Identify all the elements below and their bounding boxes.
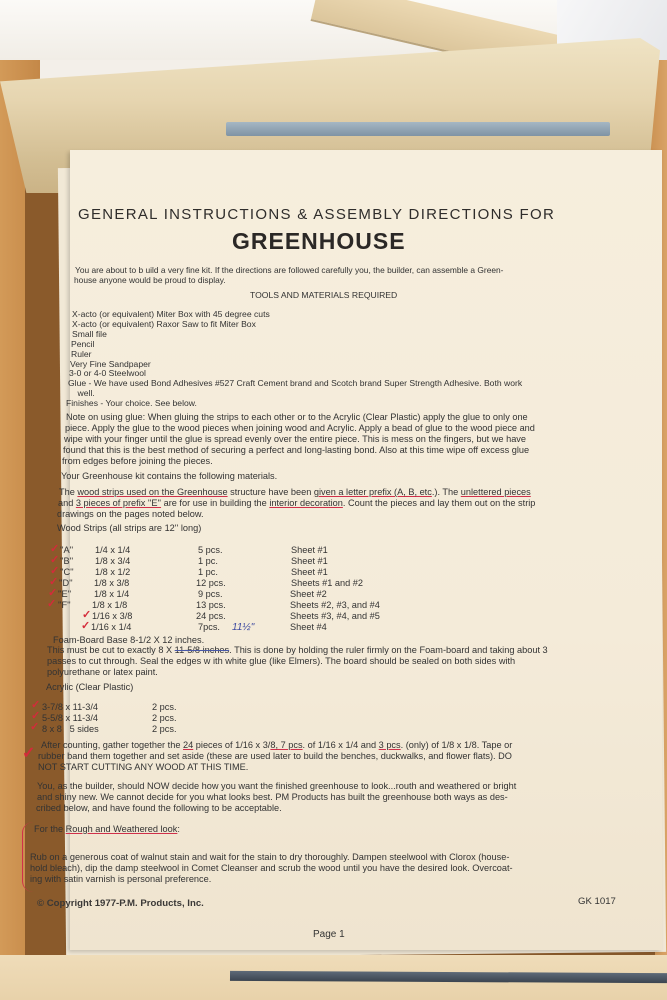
checkmark-icon: ✓: [31, 699, 41, 711]
text: . (only) of 1/8 x 1/8. Tape or: [400, 740, 513, 750]
checkmark-icon: ✓: [81, 620, 91, 632]
strip-size: 1/8 x 3/4: [95, 556, 131, 566]
foam-board-line-4: polyurethane or latex paint.: [47, 667, 158, 677]
tool-item: 3-0 or 4-0 Steelwool: [69, 368, 146, 378]
underlined-text: 24: [183, 740, 194, 750]
text: . Count the pieces and lay them out on the strip: [342, 498, 536, 508]
rough-line: hold bleach), dip the damp steelwool in Comet Cleanser and scrub the wood until you have the desired look. Overcoat-: [30, 863, 513, 873]
text: structure have been: [227, 487, 314, 497]
tools-heading: TOOLS AND MATERIALS REQUIRED: [250, 290, 398, 300]
tool-item: Small file: [72, 329, 107, 339]
underlined-text: given a letter prefix (A, B, etc: [313, 487, 432, 497]
strip-prefix: ''C'': [60, 567, 74, 577]
checkmark-icon: ✓: [22, 745, 36, 762]
acrylic-size: 8 x 8 5 sides: [42, 724, 99, 734]
tool-item: well.: [68, 388, 95, 398]
checkmark-icon: ✓: [50, 543, 60, 555]
text: .). The: [431, 487, 461, 497]
underlined-text: interior decoration: [269, 498, 343, 508]
rough-line: ing with satin varnish is personal preference.: [30, 874, 212, 884]
strip-qty: 5 pcs.: [198, 545, 223, 555]
checkmark-icon: ✓: [82, 609, 92, 621]
checkmark-icon: ✓: [50, 554, 60, 566]
strip-prefix: ''F'': [58, 600, 71, 610]
underlined-text: Rough and Weathered look: [65, 824, 178, 834]
strip-prefix: ''D'': [59, 578, 73, 588]
underlined-text: 8, 7 pcs: [270, 740, 303, 750]
strip-qty: 24 pcs.: [196, 611, 226, 621]
after-counting-line-3: NOT START CUTTING ANY WOOD AT THIS TIME.: [38, 762, 249, 772]
underlined-text: wood strips used on the Greenhouse: [77, 487, 228, 497]
checkmark-icon: ✓: [48, 587, 58, 599]
tool-item: Ruler: [71, 349, 92, 359]
text: pieces of 1/16 x 3/: [193, 740, 271, 750]
acrylic-size: 5-5/8 x 11-3/4: [42, 713, 99, 723]
text: and: [58, 498, 76, 508]
tool-item: Very Fine Sandpaper: [70, 359, 151, 369]
acrylic-qty: 2 pcs.: [152, 713, 177, 723]
wood-strips-heading: Wood Strips (all strips are 12'' long): [57, 523, 202, 533]
checkmark-icon: ✓: [30, 721, 40, 733]
after-counting-line-2: rubber band them together and set aside (these are used later to build the benches, duckwalks, and flower flats). DO: [38, 751, 512, 761]
text: The: [59, 487, 78, 497]
strip-qty: 7pcs.: [198, 622, 220, 632]
acrylic-heading: Acrylic (Clear Plastic): [46, 682, 134, 692]
strip-sheet: Sheet #1: [291, 556, 328, 566]
text: :: [177, 824, 180, 834]
acrylic-qty: 2 pcs.: [152, 724, 177, 734]
strip-qty: 9 pcs.: [198, 589, 223, 599]
struck-text: 11-5/8 inches: [174, 645, 230, 655]
strip-sheet: Sheet #4: [290, 622, 327, 632]
glue-note-line: wipe with your finger until the glue is spread evenly over the entire piece. This is mess on the fingers, but we have: [64, 434, 527, 444]
strip-qty: 1 pc.: [198, 567, 218, 577]
strip-qty: 12 pcs.: [196, 578, 226, 588]
foam-board-line-1: Foam-Board Base 8-1/2 X 12 inches.: [53, 635, 205, 645]
acrylic-size: 3-7/8 x 11-3/4: [42, 702, 99, 712]
document-heading: GENERAL INSTRUCTIONS & ASSEMBLY DIRECTIONS FOR: [78, 206, 556, 223]
text: This must be cut to exactly 8 X: [47, 645, 175, 655]
strip-prefix: ''A'': [60, 545, 74, 555]
strip-size: 1/16 x 3/8: [92, 611, 133, 621]
prefix-paragraph-line-1: [59, 487, 531, 498]
prefix-paragraph-line-2: [58, 498, 535, 509]
foam-board-line-2: [47, 645, 548, 656]
intro-line-1: You are about to b uild a very fine kit. If the directions are followed carefully you, the builder, can assemble a Green-: [75, 265, 504, 275]
checkmark-icon: ✓: [31, 710, 41, 722]
document-title: GREENHOUSE: [232, 228, 406, 254]
text: For the: [34, 824, 66, 834]
intro-line-2: house anyone would be proud to display.: [74, 275, 226, 285]
text: After counting, gather together the: [41, 740, 183, 750]
strip-prefix: ''B'': [60, 556, 74, 566]
copyright: © Copyright 1977-P.M. Products, Inc.: [37, 898, 204, 909]
builder-line: You, as the builder, should NOW decide how you want the finished greenhouse to look...routh and weathered or bright: [37, 781, 517, 791]
strip-size: 1/8 x 1/8: [92, 600, 128, 610]
document-code: GK 1017: [578, 896, 616, 907]
strip-qty: 13 pcs.: [196, 600, 226, 610]
strip-qty: 1 pc.: [198, 556, 218, 566]
handwritten-annotation: 11½": [232, 622, 255, 633]
strip-size: 1/4 x 1/4: [95, 545, 131, 555]
glue-note-line: piece. Apply the glue to the wood pieces when joining wood and Acrylic. Apply a bead of glue to the wood piece and: [65, 423, 535, 433]
text: are for use in building the: [161, 498, 270, 508]
text: . of 1/16 x 1/4 and: [302, 740, 379, 750]
strip-size: 1/8 x 3/8: [94, 578, 130, 588]
tool-item: Glue - We have used Bond Adhesives #527 Craft Cement brand and Scotch brand Super Strength Adhesive. Both work: [68, 378, 523, 388]
tool-item: X-acto (or equivalent) Raxor Saw to fit Miter Box: [72, 319, 256, 329]
foam-board-line-3: passes to cut through. Seal the edges w ith white glue (like Elmers). The board should be sealed on both sides with: [47, 656, 516, 666]
glue-note-line: found that this is the best method of securing a perfect and long-lasting bond. Also at this time wipe off excess glue: [63, 445, 530, 455]
strip-prefix: ''E'': [58, 589, 72, 599]
strip-sheet: Sheets #1 and #2: [291, 578, 364, 588]
tool-item: X-acto (or equivalent) Miter Box with 45 degree cuts: [72, 309, 270, 319]
builder-line: cribed below, and have found the following to be acceptable.: [36, 803, 282, 813]
strip-size: 1/8 x 1/4: [94, 589, 130, 599]
strip-size: 1/8 x 1/2: [95, 567, 131, 577]
strip-sheet: Sheets #3, #4, and #5: [290, 611, 380, 621]
tool-item: Finishes - Your choice. See below.: [66, 398, 197, 408]
glue-note-line: Note on using glue: When gluing the strips to each other or to the Acrylic (Clear Plastic) apply the glue to only one: [66, 412, 528, 422]
checkmark-icon: ✓: [50, 565, 60, 577]
after-counting-line-1: [41, 740, 512, 751]
strip-sheet: Sheets #2, #3, and #4: [290, 600, 380, 610]
rough-heading: [34, 824, 180, 835]
underlined-text: unlettered pieces: [460, 487, 531, 497]
underlined-text: 3 pieces of prefix ''E'': [75, 498, 162, 508]
glue-note-line: from edges before joining the pieces.: [62, 456, 213, 466]
strip-sheet: Sheet #1: [291, 545, 328, 555]
builder-line: and shiny new. We cannot decide for you what looks best. PM Products has built the greenhouse both ways as des-: [37, 792, 508, 802]
rough-line: Rub on a generous coat of walnut stain and wait for the stain to dry thoroughly. Dampen steelwool with Clorox (house-: [30, 852, 510, 862]
prefix-paragraph-line-3: drawings on the pages noted below.: [57, 509, 204, 519]
page-number: Page 1: [313, 929, 345, 940]
checkmark-icon: ✓: [49, 576, 59, 588]
strip-size: 1/16 x 1/4: [91, 622, 132, 632]
acrylic-qty: 2 pcs.: [152, 702, 177, 712]
kit-contains: Your Greenhouse kit contains the following materials.: [61, 471, 278, 481]
tool-item: Pencil: [71, 339, 95, 349]
underlined-text: 3 pcs: [378, 740, 401, 750]
text: . This is done by holding the ruler firmly on the Foam-board and taking about 3: [229, 645, 548, 655]
strip-sheet: Sheet #2: [290, 589, 327, 599]
strip-sheet: Sheet #1: [291, 567, 328, 577]
checkmark-icon: ✓: [47, 598, 57, 610]
